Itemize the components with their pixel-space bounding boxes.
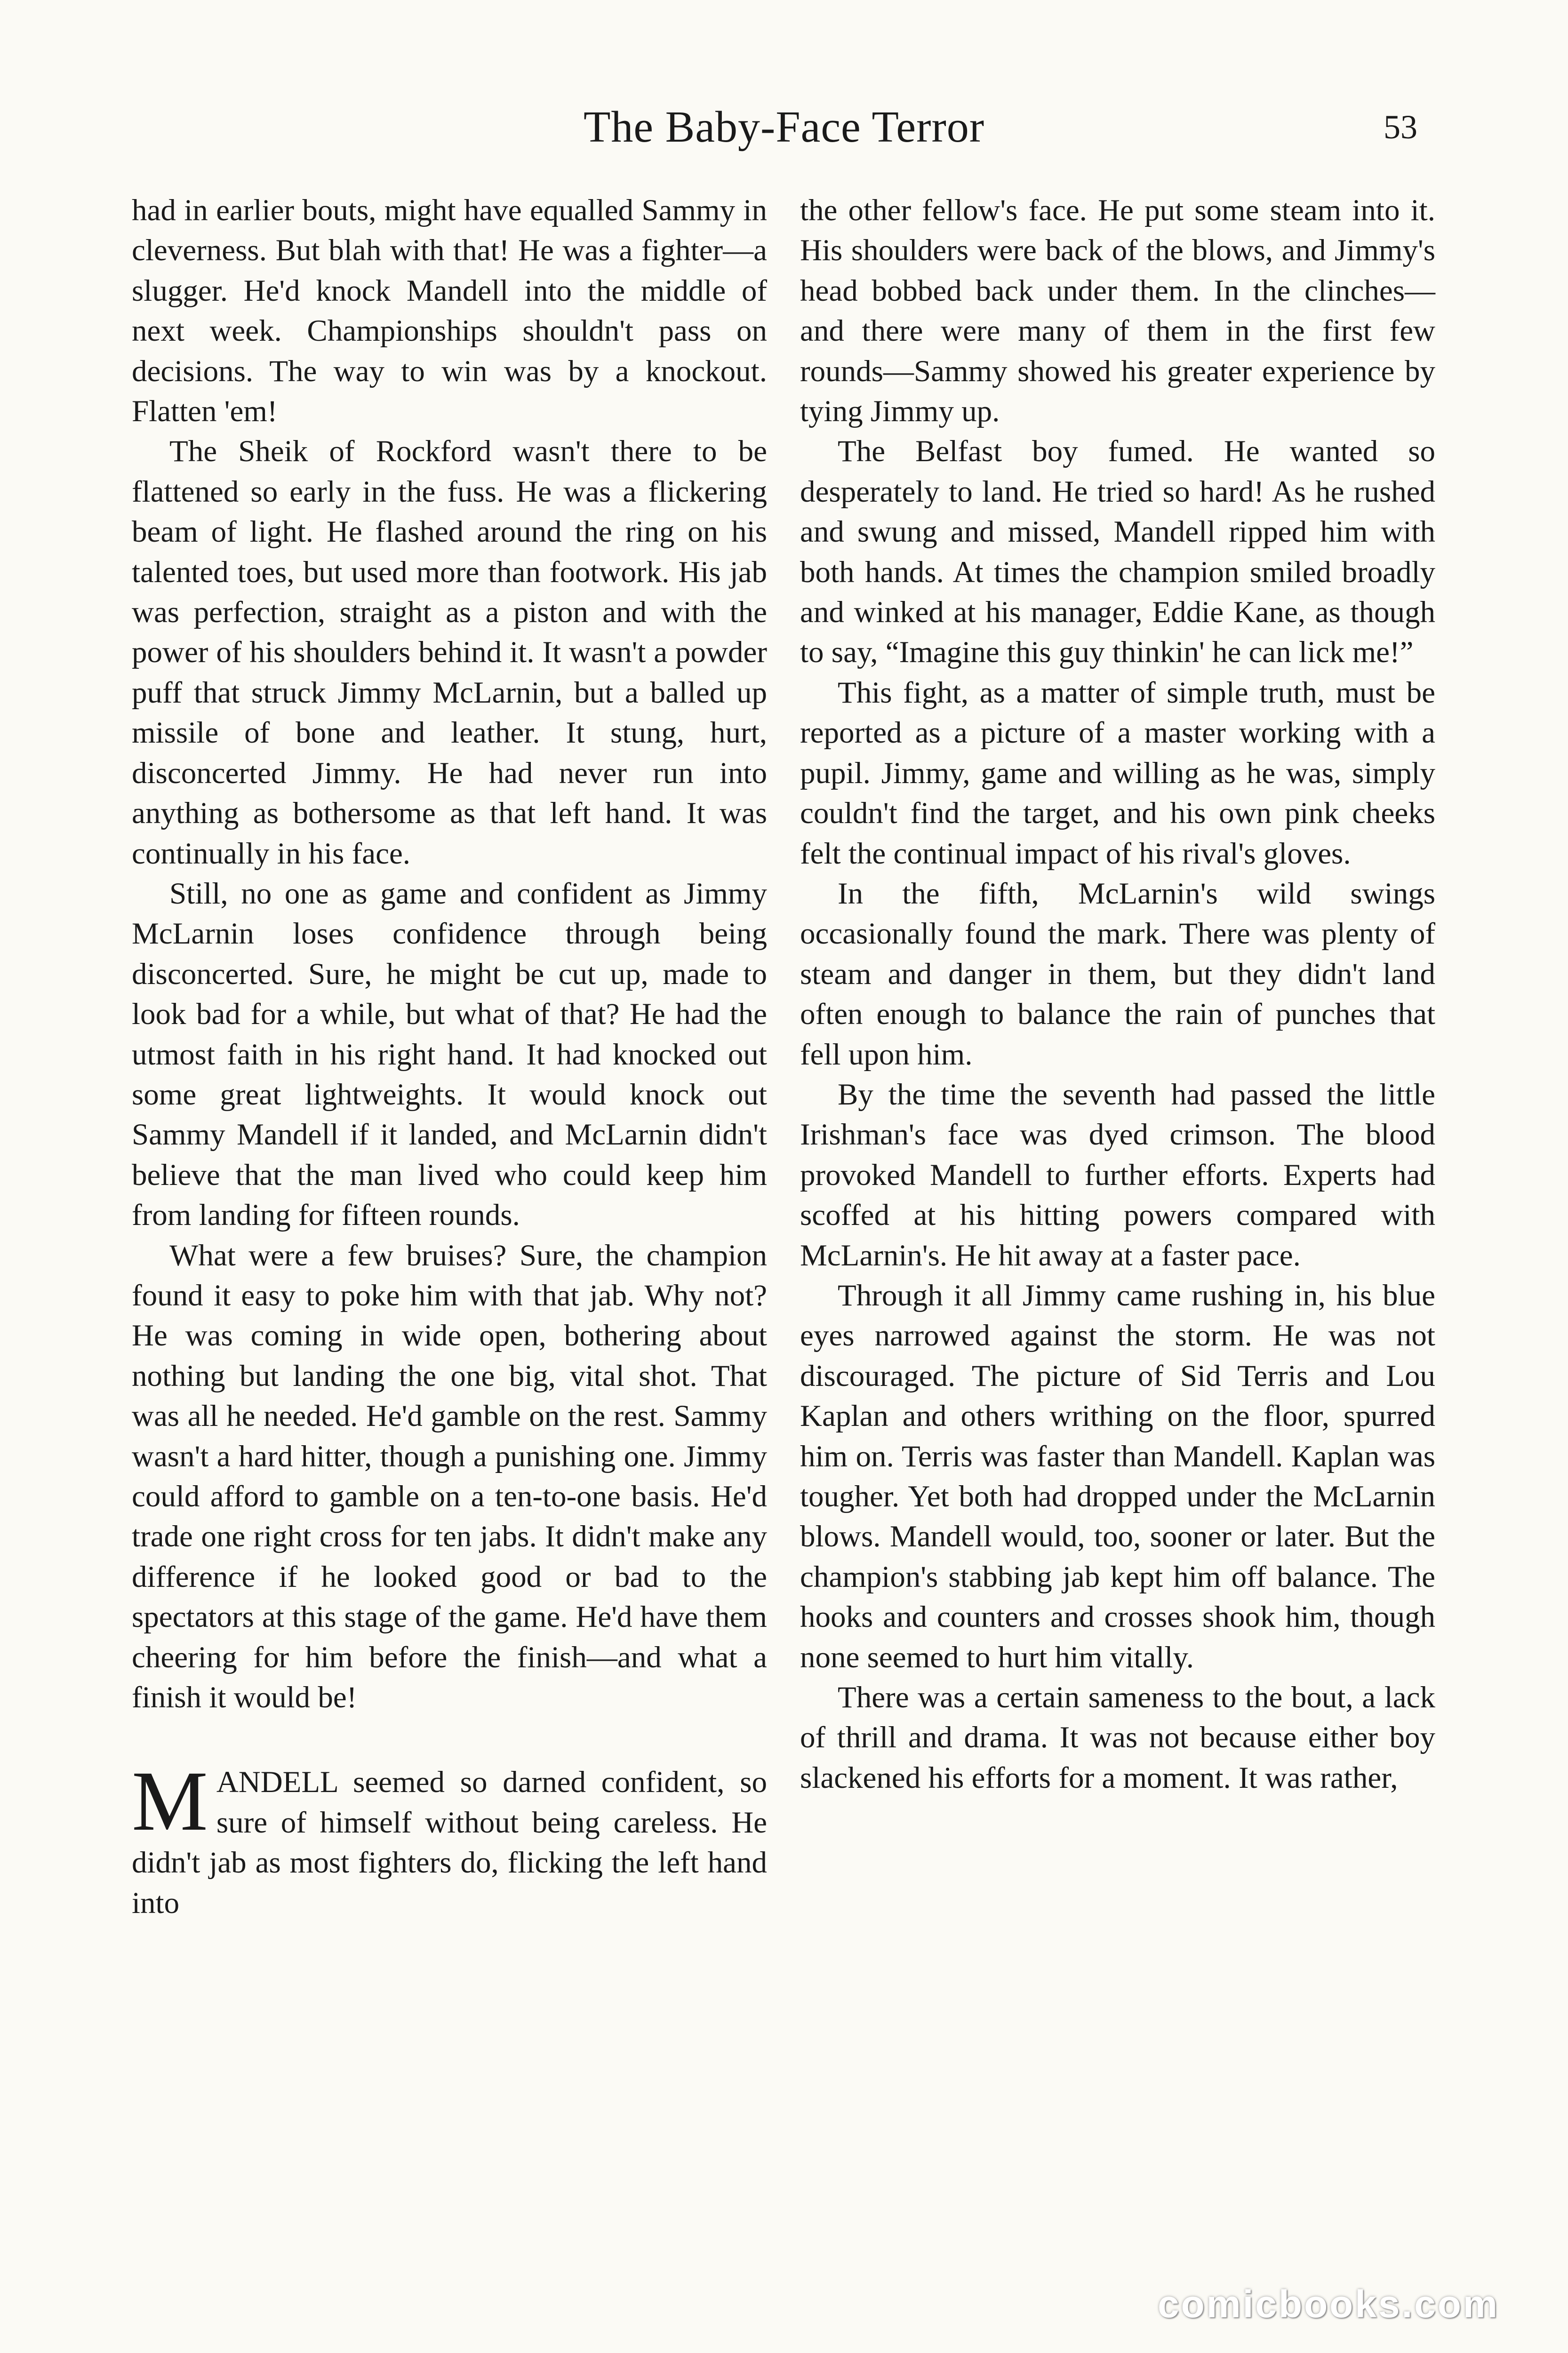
paragraph: had in earlier bouts, might have equalled Sammy in cleverness. But blah with that! He was a fighter—a slugger. He'd knock Mandell into the middle of next week. Championships shouldn't pass on decisions. The way to win was by a knockout. Flatten 'em!: [132, 193, 767, 429]
paragraph: This fight, as a matter of simple truth, must be reported as a picture of a master working with a pupil. Jimmy, game and willing as he was, simply couldn't find the target, and his own pink cheeks felt the continual impact of his rival's gloves.: [800, 675, 1435, 871]
right-column: [800, 191, 1435, 1798]
paragraph: Through it all Jimmy came rushing in, his blue eyes narrowed against the storm. He was not discouraged. The picture of Sid Terris and Lou Kaplan and others writhing on the floor, spurred him on. Terris was faster than Mandell. Kaplan was tougher. Yet both had dropped under the McLarnin blows. Mandell would, too, sooner or later. But the champion's stabbing jab kept him off balance. The hooks and counters and crosses shook him, though none seemed to hurt him vitally.: [800, 1278, 1435, 1674]
watermark: comicbooks.com: [1158, 2283, 1499, 2326]
paragraph: Still, no one as game and confident as Jimmy McLarnin loses confidence through being disconcerted. Sure, he might be cut up, made to look bad for a while, but what of that? He had the utmost faith in his right hand. It had knocked out some great lightweights. It would knock out Sammy Mandell if it landed, and McLarnin didn't believe that the man lived who could keep him from landing for fifteen rounds.: [132, 876, 767, 1233]
paragraph: The Belfast boy fumed. He wanted so desperately to land. He tried so hard! As he rushed and swung and missed, Mandell ripped him with both hands. At times the champion smiled broadly and winked at his manager, Eddie Kane, as though to say, “Imagine this guy thinkin' he can lick me!”: [800, 434, 1435, 670]
drop-cap: M: [132, 1754, 208, 1849]
page-header: [0, 99, 1568, 165]
page-number: 53: [1384, 108, 1417, 146]
paragraph: the other fellow's face. He put some steam into it. His shoulders were back of the blows, and Jimmy's head bobbed back under them. In the clinches—and there were many of them in the first few rounds—Sammy showed his greater experience by tying Jimmy up.: [800, 193, 1435, 429]
paragraph: The Sheik of Rockford wasn't there to be flattened so early in the fuss. He was a flickering beam of light. He flashed around the ring on his talented toes, but used more than footwork. His jab was perfection, straight as a piston and with the power of his shoulders behind it. It wasn't a powder puff that struck Jimmy McLarnin, but a balled up missile of bone and leather. It stung, hurt, disconcerted Jimmy. He had never run into anything as bothersome as that left hand. It was continually in his face.: [132, 434, 767, 871]
running-title: The Baby-Face Terror: [583, 103, 985, 152]
paragraph: There was a certain sameness to the bout, a lack of thrill and drama. It was not because either boy slackened his efforts for a moment. It was rather,: [800, 1681, 1435, 1795]
paragraph: What were a few bruises? Sure, the champion found it easy to poke him with that jab. Why not? He was coming in wide open, bothering about nothing but landing the one big, vital shot. That was all he needed. He'd gamble on the rest. Sammy wasn't a hard hitter, though a punishing one. Jimmy could afford to gamble on a ten-to-one basis. He'd trade one right cross for ten jabs. It didn't make any difference if he looked good or bad to the spectators at this stage of the game. He'd have them cheering for him before the finish—and what a finish it would be!: [132, 1238, 767, 1715]
drop-cap-paragraph-text: ANDELL seemed so darned confident, so sure of himself without being careless. He didn't jab as most fighters do, flicking the left hand into: [132, 1765, 767, 1920]
drop-cap-paragraph: [132, 1754, 767, 1923]
paragraph: By the time the seventh had passed the little Irishman's face was dyed crimson. The blood provoked Mandell to further efforts. Experts had scoffed at his hitting powers compared with McLarnin's. He hit away at a faster pace.: [800, 1077, 1435, 1273]
paragraph: In the fifth, McLarnin's wild swings occasionally found the mark. There was plenty of steam and danger in them, but they didn't land often enough to balance the rain of punches that fell upon him.: [800, 876, 1435, 1072]
left-column: [132, 191, 767, 1923]
